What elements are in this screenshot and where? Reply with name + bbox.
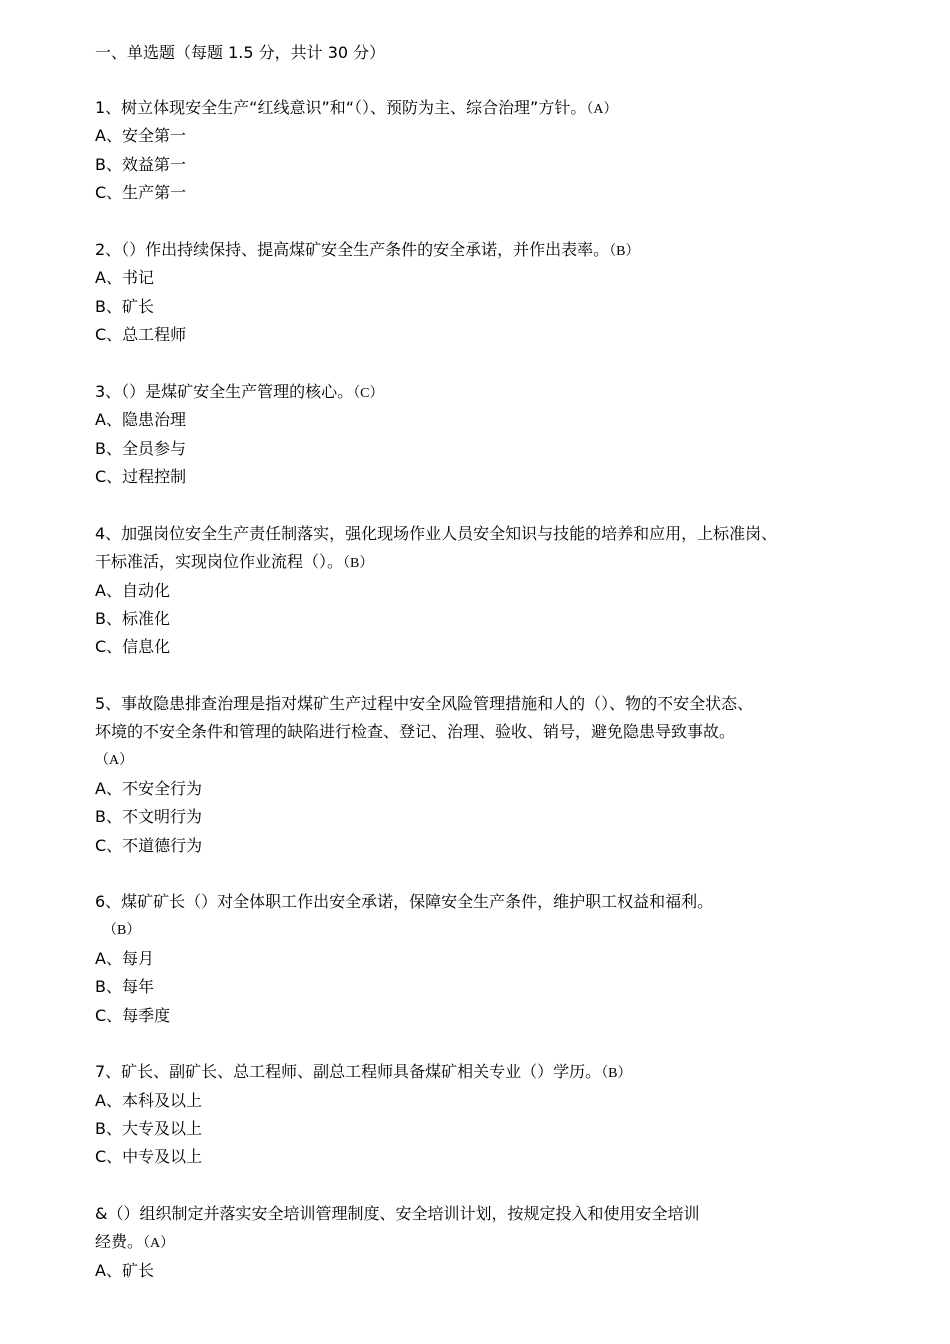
answer-mark: （A）: [95, 753, 134, 768]
option: C、过程控制: [95, 467, 187, 486]
answer-mark: （A）: [586, 102, 618, 117]
option: A、矿长: [95, 1261, 154, 1280]
question-stem: 3、（）是煤矿安全生产管理的核心。（C）: [95, 382, 384, 401]
answer-mark: （B）: [609, 244, 640, 259]
option: A、书记: [95, 268, 154, 287]
question-stem: 2、（）作出持续保持、提高煤矿安全生产条件的安全承诺，并作出表率。（B）: [95, 240, 640, 259]
option: C、总工程师: [95, 325, 187, 344]
question-stem: 干标准活，实现岗位作业流程（）。（B）: [95, 552, 374, 571]
question-stem: 7、矿长、副矿长、总工程师、副总工程师具备煤矿相关专业（）学历。（B）: [95, 1062, 632, 1081]
option: A、每月: [95, 949, 154, 968]
option: A、自动化: [95, 581, 170, 600]
answer-mark: （A）: [143, 1236, 175, 1251]
answer-mark: （B）: [343, 556, 374, 571]
option: C、每季度: [95, 1006, 171, 1025]
answer-mark: （C）: [353, 386, 384, 401]
option: C、不道德行为: [95, 836, 203, 855]
question-stem: 坏境的不安全条件和管理的缺陷进行检查、登记、治理、验收、销号，避免隐患导致事故。: [95, 722, 736, 741]
question-stem: 4、加强岗位安全生产责任制落实，强化现场作业人员安全知识与技能的培养和应用，上标准岗、: [95, 524, 778, 543]
option: C、信息化: [95, 637, 171, 656]
option: A、安全第一: [95, 126, 186, 145]
option: B、全员参与: [95, 439, 186, 458]
option: C、生产第一: [95, 183, 187, 202]
question-stem: 1、树立体现安全生产“红线意识”和“（）、预防为主、综合治理”方针。（A）: [95, 98, 618, 117]
question-stem: 6、煤矿矿长（）对全体职工作出安全承诺，保障安全生产条件，维护职工权益和福利。: [95, 892, 714, 911]
option: A、不安全行为: [95, 779, 202, 798]
question-stem: 经费。（A）: [95, 1232, 175, 1251]
answer-mark: （B）: [601, 1066, 632, 1081]
option: B、大专及以上: [95, 1119, 202, 1138]
option: B、效益第一: [95, 155, 186, 174]
answer-mark: （B）: [103, 923, 141, 938]
section-title: 一、单选题（每题 1.5 分，共计 30 分）: [95, 43, 386, 62]
question-stem: &（）组织制定并落实安全培训管理制度、安全培训计划，按规定投入和使用安全培训: [95, 1204, 700, 1223]
option: B、每年: [95, 977, 154, 996]
option: B、不文明行为: [95, 807, 202, 826]
option: B、标准化: [95, 609, 170, 628]
question-stem: 5、事故隐患排查治理是指对煤矿生产过程中安全风险管理措施和人的（）、物的不安全状态、: [95, 694, 754, 713]
option: A、隐患治理: [95, 410, 186, 429]
option: C、中专及以上: [95, 1147, 203, 1166]
option: A、本科及以上: [95, 1091, 202, 1110]
option: B、矿长: [95, 297, 154, 316]
